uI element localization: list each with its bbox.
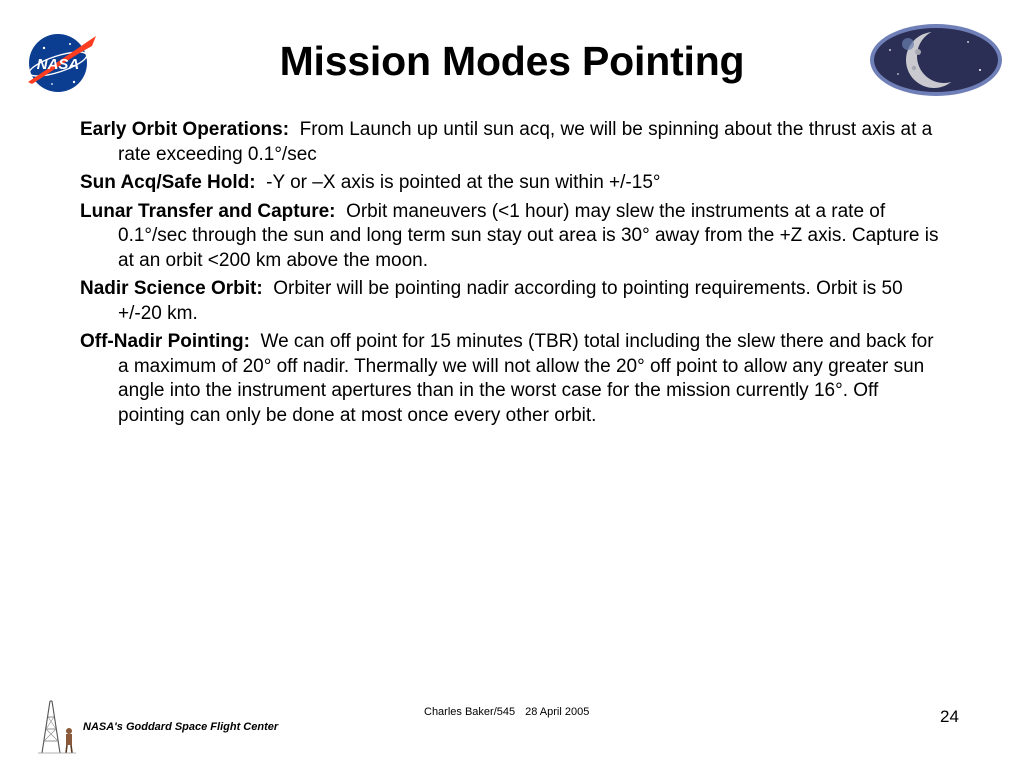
item-label: Sun Acq/Safe Hold: — [80, 172, 256, 193]
slide-body — [80, 118, 940, 432]
item-label: Early Orbit Operations: — [80, 119, 290, 140]
item-text: From Launch up until sun acq, we will be spinning about the thrust axis at a rate exceeding 0.1°/sec — [118, 119, 933, 165]
footer-author: Charles Baker/545 — [424, 706, 516, 718]
item-label: Nadir Science Orbit: — [80, 278, 263, 299]
item-text: -Y or –X axis is pointed at the sun within +/-15° — [266, 172, 661, 193]
slide-title: Mission Modes Pointing — [279, 38, 745, 84]
gsfc-tower-logo-icon — [34, 697, 78, 755]
footer-credit — [424, 706, 589, 718]
item-text: Orbiter will be pointing nadir according to pointing requirements. Orbit is 50 +/-20 km. — [118, 278, 903, 324]
gsfc-label: NASA's Goddard Space Flight Center — [83, 721, 279, 733]
item-label: Lunar Transfer and Capture: — [80, 200, 336, 222]
item-text: We can off point for 15 minutes (TBR) total including the slew there and back for a maximum of 20° off nadir. Thermally we will not allow the 20° off point to allow any greater sun angle into the instrument apertures than in the worst case for the mission currently 16°. Off pointing can only be done at most once every other orbit. — [118, 331, 934, 426]
page-number: 24 — [940, 707, 959, 726]
svg-text:NASA: NASA — [36, 56, 80, 73]
list-item — [80, 330, 940, 428]
item-text: Orbit maneuvers (<1 hour) may slew the instruments at a rate of 0.1°/sec through the sun and long term sun stay out area is 30° away from the +Z axis. Capture is at an orbit <200 km above the moon. — [118, 200, 939, 271]
list-item — [80, 200, 940, 274]
item-label: Off-Nadir Pointing: — [80, 331, 250, 352]
list-item — [80, 277, 940, 326]
list-item — [80, 171, 940, 196]
list-item — [80, 118, 940, 167]
footer-date: 28 April 2005 — [525, 706, 590, 718]
